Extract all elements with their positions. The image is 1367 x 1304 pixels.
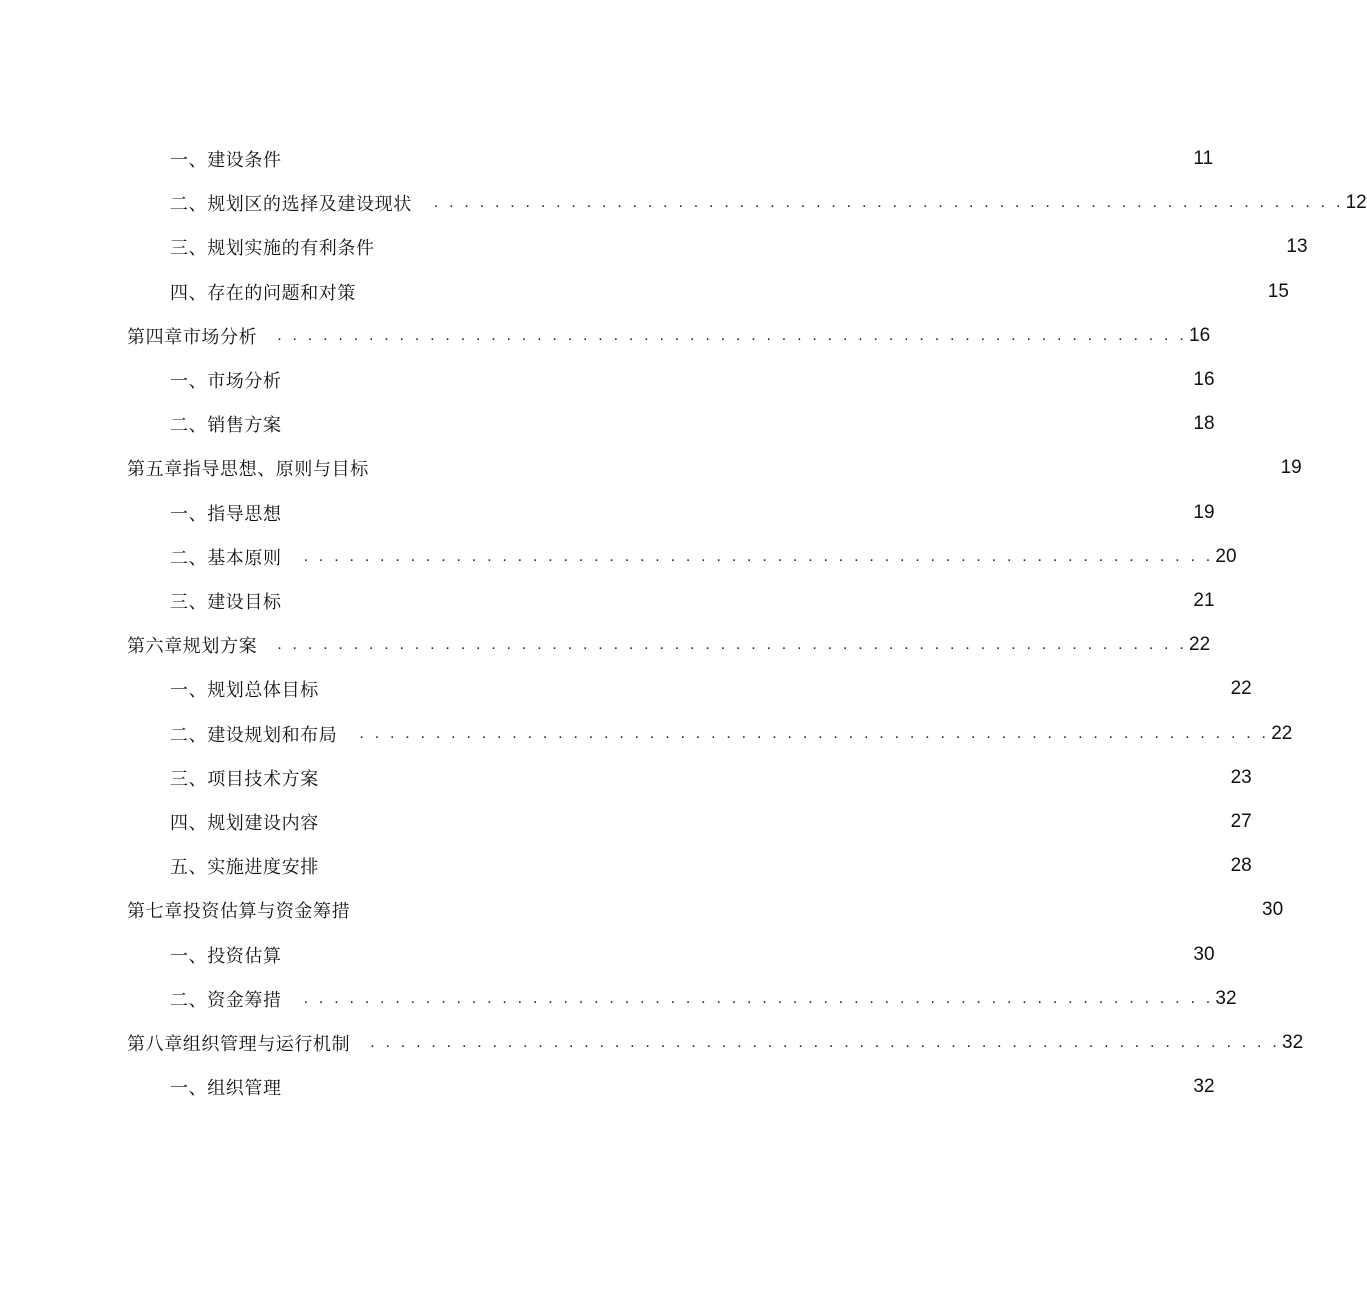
toc-entry-title: 二、规划区的选择及建设现状 [170,194,412,215]
toc-dot-leader: . . . . . . . . . . . . . . . . . . . . . . . . . . . . . . . . . . . . . . . . . . . . . . . . . . . . . . . . . . . . [277,636,1187,653]
toc-section-entry[interactable] [170,674,1252,704]
toc-entry-title: 二、建设规划和布局 [170,725,338,746]
toc-section-entry[interactable] [170,365,1215,395]
toc-dot-leader: . . . . . . . . . . . . . . . . . . . . . . . . . . . . . . . . . . . . . . . . . . . . . . . . . . . . . . . . . . . . [359,725,1270,742]
toc-entry-title: 二、资金筹措 [170,990,282,1011]
toc-page-number: 23 [1230,767,1252,788]
toc-page-number: 22 [1271,723,1293,744]
toc-page-number: 32 [1282,1032,1304,1053]
toc-page-number: 22 [1230,678,1252,699]
toc-page-number: 32 [1215,988,1237,1009]
toc-entry-title: 一、建设条件 [170,150,282,171]
toc-entry-title: 一、指导思想 [170,504,282,525]
toc-page-number: 11 [1193,148,1214,169]
toc-entry-title: 四、规划建设内容 [170,813,319,834]
toc-section-entry[interactable] [170,940,1215,970]
toc-dot-leader: . . . . . . . . . . . . . . . . . . . . . . . . . . . . . . . . . . . . . . . . . . . . . . . . . . . . . . . . . . . . [370,1034,1280,1051]
toc-entry-title: 一、组织管理 [170,1078,282,1099]
toc-section-entry[interactable] [170,763,1252,793]
toc-entry-title: 一、规划总体目标 [170,680,319,701]
toc-entry-title: 第六章规划方案 [127,636,258,657]
toc-chapter-entry[interactable] [127,630,1211,660]
toc-page-number: 16 [1189,325,1211,346]
toc-page-number: 21 [1193,590,1215,611]
toc-page-number: 15 [1267,281,1289,302]
toc-section-entry[interactable] [170,586,1215,616]
toc-entry-title: 二、基本原则 [170,548,282,569]
toc-section-entry[interactable] [170,542,1237,572]
toc-chapter-entry[interactable] [127,895,1284,925]
toc-page-number: 12 [1345,192,1367,213]
toc-page-number: 19 [1193,502,1215,523]
toc-section-entry[interactable] [170,851,1252,881]
toc-page-number: 19 [1280,457,1302,478]
toc-dot-leader: . . . . . . . . . . . . . . . . . . . . . . . . . . . . . . . . . . . . . . . . . . . . . . . . . . . . . . . . . . . . [303,548,1214,565]
toc-page-number: 20 [1215,546,1237,567]
toc-section-entry[interactable] [170,144,1214,174]
toc-page-number: 30 [1262,899,1284,920]
toc-section-entry[interactable] [170,807,1252,837]
toc-entry-title: 五、实施进度安排 [170,857,319,878]
toc-dot-leader: . . . . . . . . . . . . . . . . . . . . . . . . . . . . . . . . . . . . . . . . . . . . . . . . . . . . . . . . . . . . [433,194,1344,211]
toc-entry-title: 第五章指导思想、原则与目标 [127,459,369,480]
toc-page-number: 32 [1193,1076,1215,1097]
toc-page-number: 30 [1193,944,1215,965]
toc-entry-title: 第八章组织管理与运行机制 [127,1034,351,1055]
toc-chapter-entry[interactable] [127,1028,1304,1058]
toc-entry-title: 一、投资估算 [170,946,282,967]
toc-section-entry[interactable] [170,498,1215,528]
toc-section-entry[interactable] [170,984,1237,1014]
toc-section-entry[interactable] [170,232,1308,262]
toc-section-entry[interactable] [170,188,1367,218]
toc-dot-leader: . . . . . . . . . . . . . . . . . . . . . . . . . . . . . . . . . . . . . . . . . . . . . . . . . . . . . . . . . . . . [303,990,1214,1007]
toc-entry-title: 第四章市场分析 [127,327,258,348]
toc-page-number: 16 [1193,369,1215,390]
toc-entry-title: 四、存在的问题和对策 [170,283,356,304]
toc-chapter-entry[interactable] [127,453,1302,483]
toc-entry-title: 一、市场分析 [170,371,282,392]
toc-section-entry[interactable] [170,1072,1215,1102]
toc-page-number: 13 [1286,236,1308,257]
toc-page-number: 28 [1230,855,1252,876]
toc-entry-title: 三、项目技术方案 [170,769,319,790]
toc-dot-leader: . . . . . . . . . . . . . . . . . . . . . . . . . . . . . . . . . . . . . . . . . . . . . . . . . . . . . . . . . . . . [277,327,1187,344]
toc-chapter-entry[interactable] [127,321,1211,351]
toc-entry-title: 二、销售方案 [170,415,282,436]
toc-page-number: 22 [1189,634,1211,655]
toc-entry-title: 三、规划实施的有利条件 [170,238,375,259]
toc-section-entry[interactable] [170,277,1289,307]
toc-entry-title: 三、建设目标 [170,592,282,613]
toc-section-entry[interactable] [170,409,1215,439]
toc-page-number: 18 [1193,413,1215,434]
toc-section-entry[interactable] [170,719,1293,749]
toc-page-number: 27 [1230,811,1252,832]
toc-entry-title: 第七章投资估算与资金筹措 [127,901,351,922]
